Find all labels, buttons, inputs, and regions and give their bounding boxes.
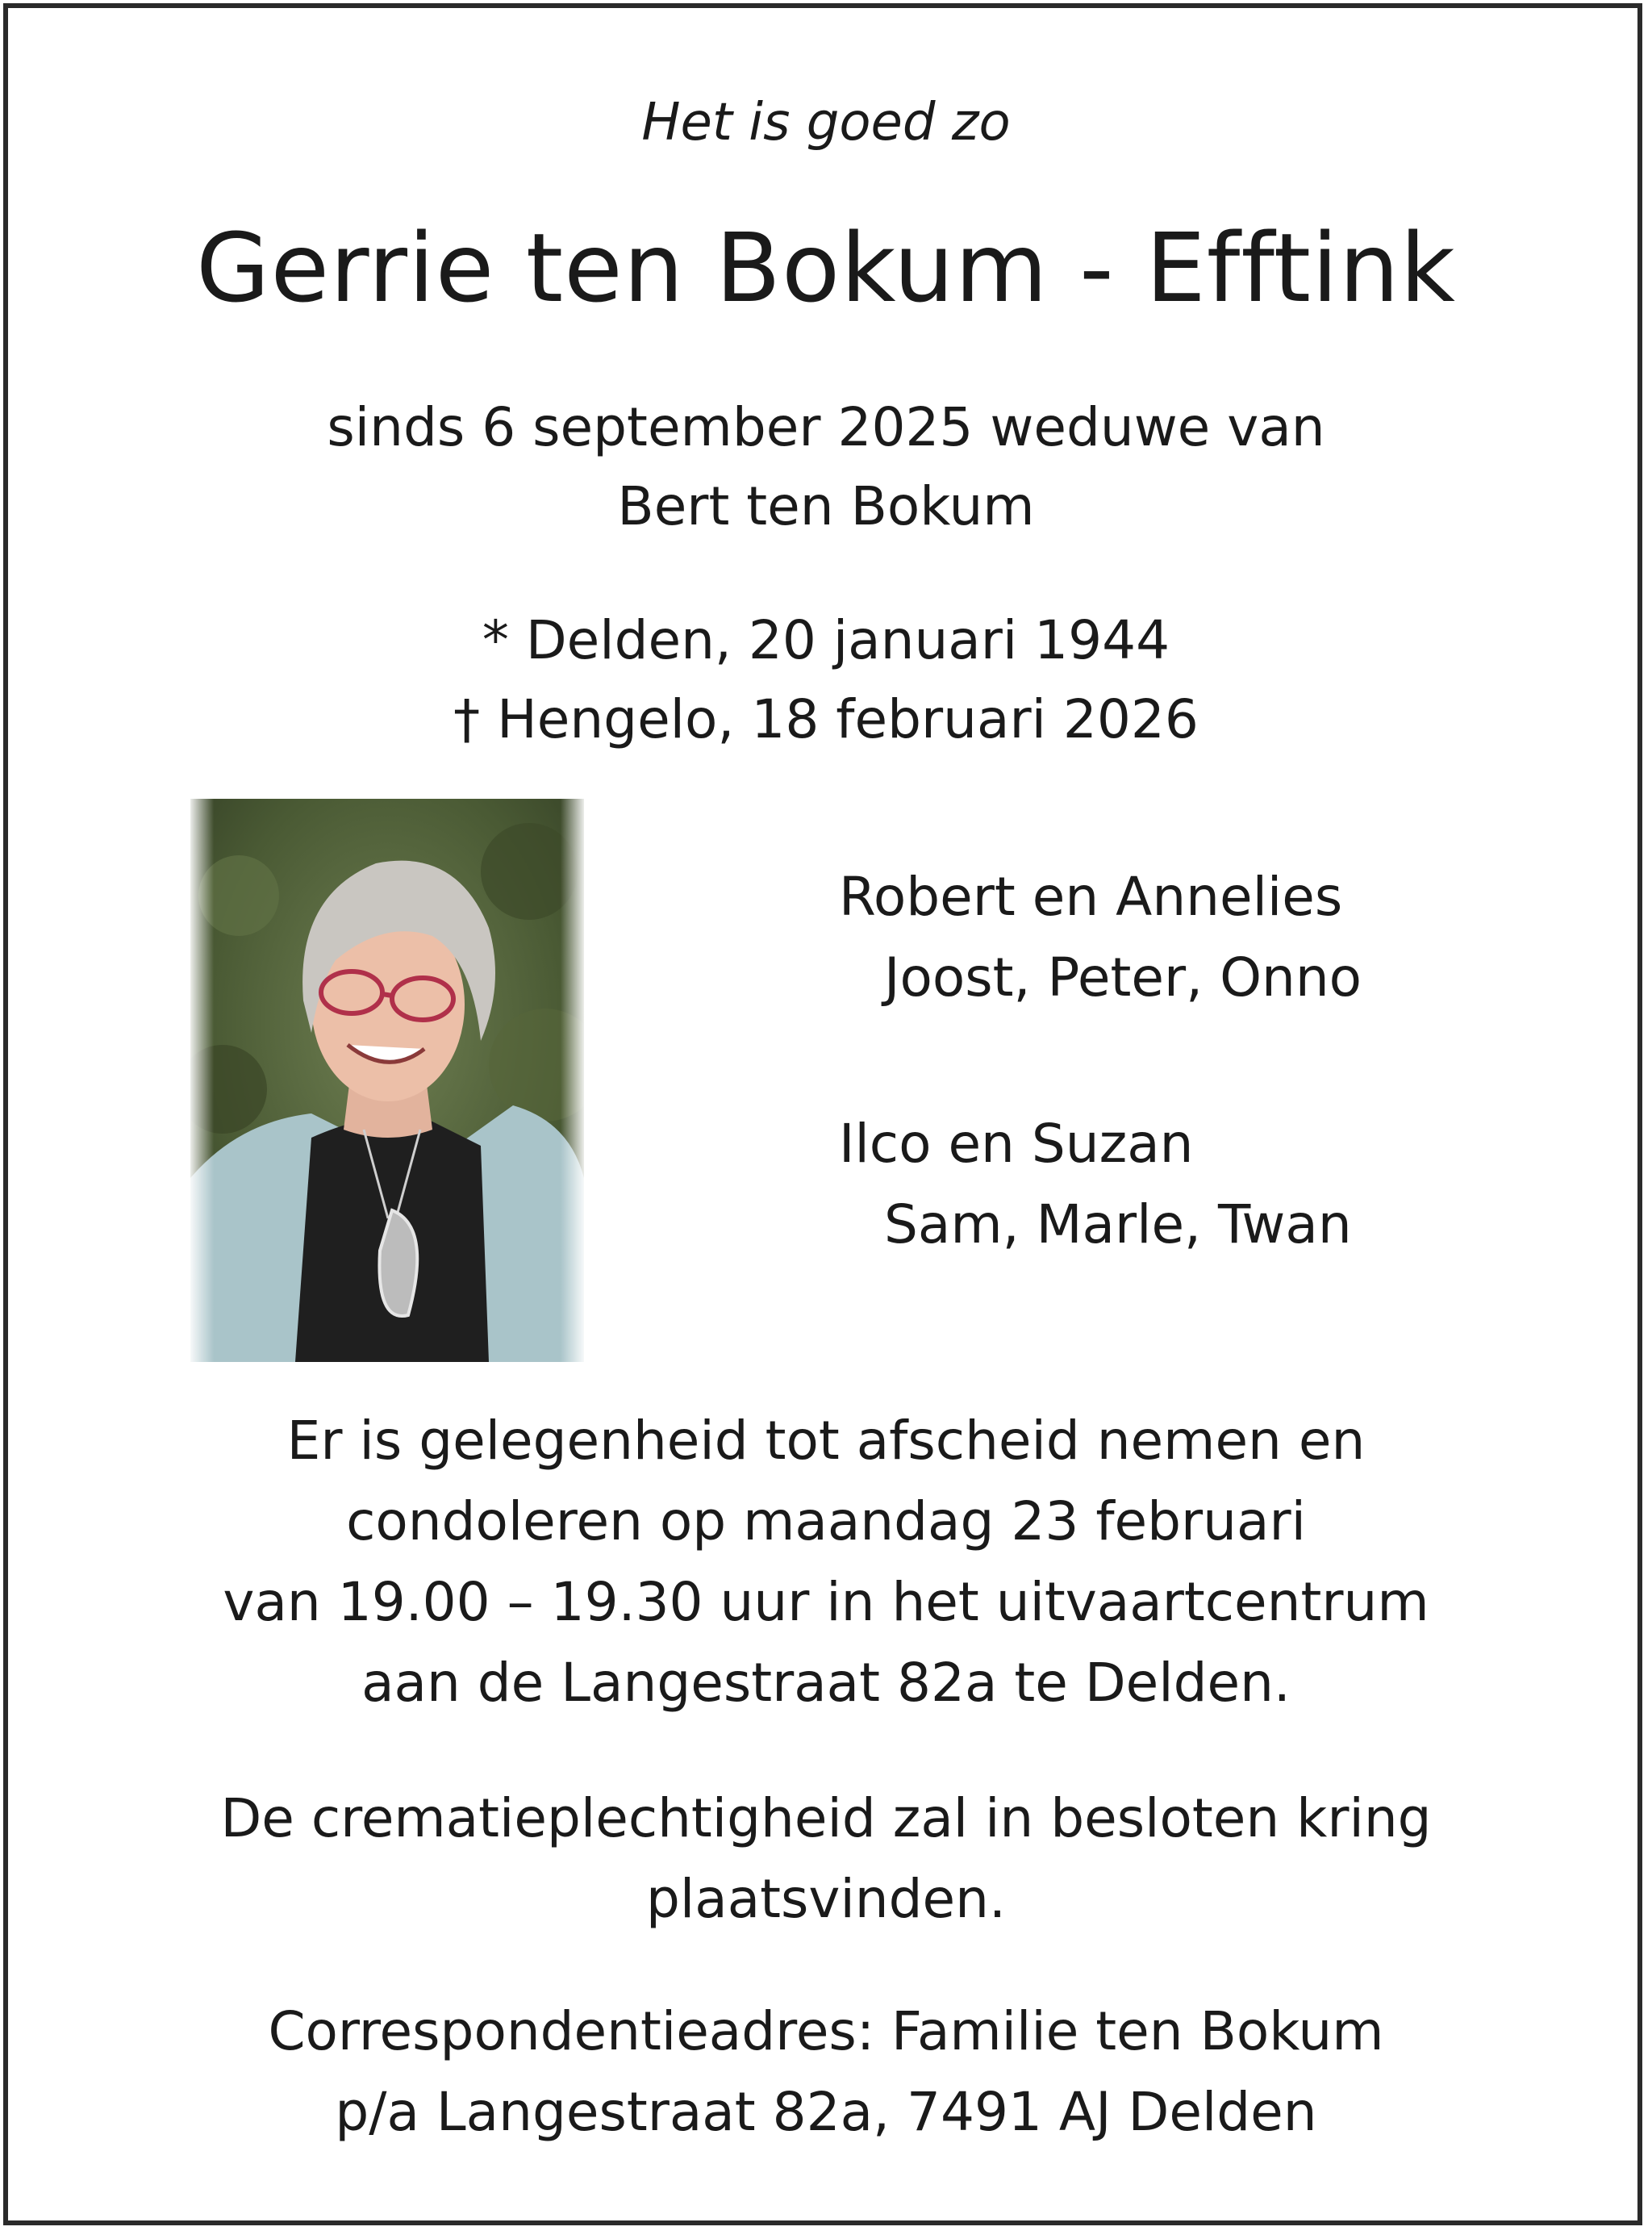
farewell-line-1: Er is gelegenheid tot afscheid nemen en (286, 1410, 1366, 1472)
portrait-photo (190, 799, 584, 1362)
family-parents-1: Robert en Annelies (839, 866, 1343, 928)
family-grandchildren-2: Sam, Marle, Twan (884, 1193, 1352, 1255)
family-parents-2: Ilco en Suzan (839, 1113, 1194, 1175)
address-line-1: Correspondentieadres: Familie ten Bokum (268, 2000, 1384, 2062)
cremation-line-2: plaatsvinden. (646, 1868, 1006, 1930)
deceased-name: Gerrie ten Bokum - Efftink (196, 212, 1456, 324)
widow-line-1: sinds 6 september 2025 weduwe van (327, 396, 1325, 458)
farewell-line-4: aan de Langestraat 82a te Delden. (361, 1652, 1291, 1714)
widow-line-2: Bert ten Bokum (617, 475, 1035, 537)
birth-line: * Delden, 20 januari 1944 (482, 609, 1170, 671)
address-line-2: p/a Langestraat 82a, 7491 AJ Delden (335, 2081, 1317, 2143)
family-spacer (839, 1018, 1362, 1104)
motto: Het is goed zo (641, 93, 1011, 152)
portrait-illustration (190, 799, 584, 1362)
cremation-line-1: De crematieplechtigheid zal in besloten kring (220, 1787, 1432, 1849)
family-list (839, 857, 1362, 1265)
death-line: † Hengelo, 18 februari 2026 (453, 688, 1199, 750)
farewell-line-2: condoleren op maandag 23 februari (346, 1490, 1306, 1552)
family-grandchildren-1: Joost, Peter, Onno (884, 946, 1362, 1009)
farewell-line-3: van 19.00 – 19.30 uur in het uitvaartcentrum (223, 1571, 1429, 1633)
